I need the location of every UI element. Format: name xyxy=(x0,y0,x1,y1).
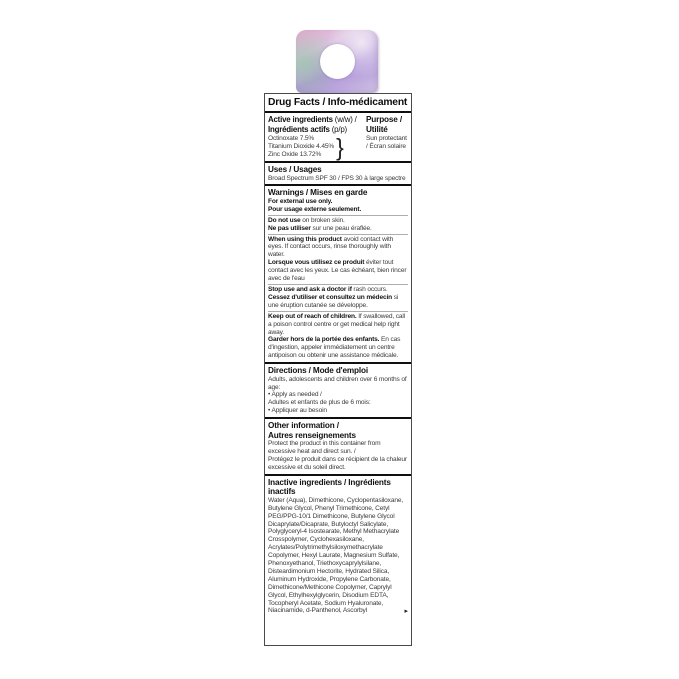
warning-line: Stop use and ask a doctor if rash occurs. xyxy=(268,285,388,293)
active-ingredients-header-fr-bold: Ingrédients actifs xyxy=(268,124,330,134)
warning-group xyxy=(268,311,408,360)
active-ingredients-header-en-reg: (w/w) / xyxy=(332,115,357,124)
inactive-ingredients-section xyxy=(265,476,411,618)
warning-line: Lorsque vous utilisez ce produit éviter tout contact avec les yeux. Le cas échéant, bien rincer avec de l'eau xyxy=(268,259,407,283)
active-ingredient-item: Octinoxate 7.5% xyxy=(268,135,315,143)
uses-body: Broad Spectrum SPF 30 / FPS 30 à large spectre xyxy=(268,174,406,182)
hang-tab-hole xyxy=(320,44,355,79)
warning-group xyxy=(268,234,408,283)
hang-tab xyxy=(296,30,378,93)
purpose-header-fr: Utilité xyxy=(366,124,388,134)
directions-line: Adultes et enfants de plus de 6 mois: xyxy=(268,399,371,407)
other-information-section xyxy=(265,419,411,476)
active-ingredient-item: Zinc Oxide 13.72% xyxy=(268,150,322,158)
uses-header: Uses / Usages xyxy=(268,165,322,174)
warning-line: For external use only. xyxy=(268,197,333,205)
inactive-ingredients-header-line2: inactifs xyxy=(268,487,296,497)
active-ingredient-list xyxy=(268,135,334,159)
warning-line: Keep out of reach of children. If swallowed, call a poison control centre or get medical help right away. xyxy=(268,312,406,336)
inactive-ingredients-header-line1: Inactive ingredients / Ingrédients xyxy=(268,477,391,487)
active-ingredient-item: Titanium Dioxide 4.45% xyxy=(268,143,335,151)
drug-facts-title: Drug Facts / Info-médicament xyxy=(268,97,408,108)
purpose-header-en: Purpose / xyxy=(366,115,402,124)
directions-line: • Apply as needed / xyxy=(268,391,322,399)
warning-group xyxy=(268,215,408,233)
warning-line: Pour usage externe seulement. xyxy=(268,205,362,213)
warning-line: Cessez d'utiliser et consultez un médecin si une éruption cutanée se développe. xyxy=(268,293,399,309)
purpose-column xyxy=(366,115,408,159)
directions-section xyxy=(265,364,411,419)
warnings-header: Warnings / Mises en garde xyxy=(268,188,368,198)
directions-header: Directions / Mode d'emploi xyxy=(268,366,368,376)
continuation-arrow-icon: ▸ xyxy=(404,608,408,616)
inactive-ingredients-body: Water (Aqua), Dimethicone, Cyclopentasiloxane, Butylene Glycol, Phenyl Trimethicone, Cetyl PEG/PPG-10/1 Dimethicone, Butylene Glycol Dicaprylate/Dicaprate, Butyloctyl Salicylate, Polyglyceryl-4 Isostearate, Methyl Methacrylate Crosspolymer, Cyclohexasiloxane, Acrylates/Polytrimethylsiloxymethacrylate Copolymer, Hexyl Laurate, Magnesium Sulfate, Phenoxyethanol, Triethoxycaprylylsilane, Disteardimonium Hectorite, Hydrated Silica, Aluminum Hydroxide, Propylene Carbonate, Dimethicone/Methicone Copolymer, Caprylyl Glycol, Ethylhexylglycerin, Disodium EDTA, Tocopheryl Acetate, Sodium Hyaluronate, Niacinamide, d-Panthenol, Ascorbyl xyxy=(268,496,404,615)
active-ingredients-section xyxy=(265,113,411,163)
directions-line: • Appliquer au besoin xyxy=(268,407,327,415)
active-ingredients-header-fr-reg: (p/p) xyxy=(329,124,347,134)
warning-line: Garder hors de la portée des enfants. En cas d'ingestion, appeler immédiatement un centre antipoison ou obtenir une assistance médicale. xyxy=(268,336,401,360)
other-information-body-fr: Protégez le produit dans ce récipient de la chaleur excessive et du soleil direct. xyxy=(268,455,407,471)
other-information-body-en: Protect the product in this container from excessive heat and direct sun. / xyxy=(268,440,381,456)
warning-group xyxy=(268,198,408,214)
warning-line: When using this product avoid contact with eyes. If contact occurs, rinse thoroughly with water. xyxy=(268,235,394,259)
uses-section xyxy=(265,163,411,186)
purpose-value: Sun protectant / Écran solaire xyxy=(366,135,407,150)
warning-line: Do not use on broken skin. xyxy=(268,216,345,224)
active-ingredients-header-en xyxy=(268,115,366,125)
active-ingredients-header-fr xyxy=(268,125,366,135)
brace-glyph: } xyxy=(336,133,344,161)
directions-line: Adults, adolescents and children over 6 months of age: xyxy=(268,375,407,391)
active-ingredients-column xyxy=(268,115,366,159)
drug-facts-panel xyxy=(264,93,412,646)
warning-group xyxy=(268,284,408,310)
warnings-section xyxy=(265,186,411,364)
other-information-header-fr: Autres renseignements xyxy=(268,430,356,440)
warning-line: Ne pas utiliser sur une peau éraflée. xyxy=(268,224,372,232)
drug-facts-title-section xyxy=(265,94,411,113)
active-ingredients-header-en-bold: Active ingredients xyxy=(268,115,333,124)
other-information-header-en: Other information / xyxy=(268,421,339,431)
